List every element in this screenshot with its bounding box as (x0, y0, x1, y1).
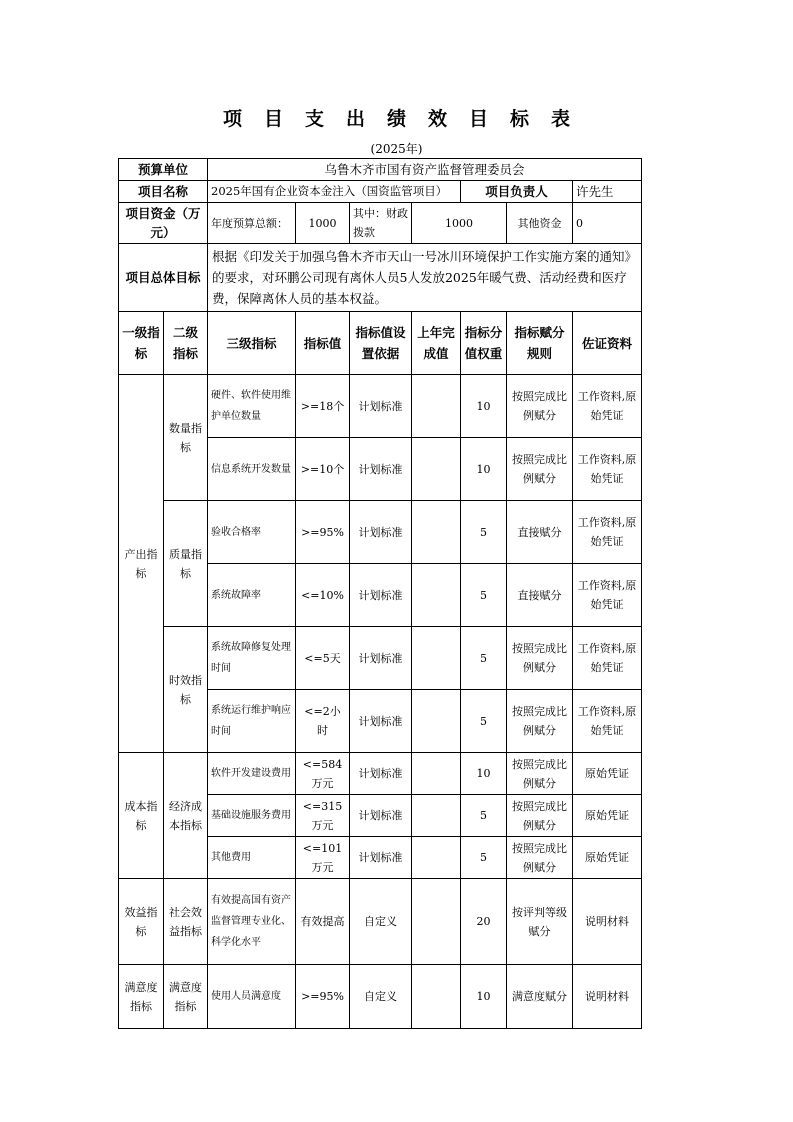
funds-label: 项目资金（万元） (119, 203, 208, 244)
page-title: 项目支出绩效目标表 (222, 108, 592, 130)
row-basis: 计划标准 (350, 627, 412, 690)
row-basis: 自定义 (350, 965, 412, 1029)
row-evidence: 原始凭证 (573, 753, 642, 795)
row-basis: 计划标准 (350, 690, 412, 753)
row-rule: 按照完成比例赋分 (507, 837, 573, 879)
row-weight: 10 (461, 375, 507, 438)
project-leader-label: 项目负责人 (461, 181, 573, 203)
table-row (119, 627, 642, 690)
row-basis: 计划标准 (350, 564, 412, 627)
fiscal-value: 1000 (412, 203, 507, 244)
header-value: 指标值 (296, 312, 350, 375)
row-last-year (412, 375, 461, 438)
group-satisfaction-level2: 满意度指标 (164, 965, 208, 1029)
group-output: 产出指标 (119, 375, 164, 753)
row-value: >=10个 (296, 438, 350, 501)
row-name: 验收合格率 (208, 501, 296, 564)
row-name: 其他费用 (208, 837, 296, 879)
row-weight: 5 (461, 501, 507, 564)
budget-unit-row (119, 159, 642, 181)
row-weight: 20 (461, 879, 507, 965)
row-basis: 计划标准 (350, 753, 412, 795)
row-evidence: 说明材料 (573, 879, 642, 965)
row-name: 软件开发建设费用 (208, 753, 296, 795)
row-last-year (412, 795, 461, 837)
project-name-label: 项目名称 (119, 181, 208, 203)
fiscal-label: 其中：财政拨款 (350, 203, 412, 244)
row-name: 系统故障修复处理时间 (208, 627, 296, 690)
row-value: 有效提高 (296, 879, 350, 965)
row-weight: 5 (461, 564, 507, 627)
header-evidence: 佐证资料 (573, 312, 642, 375)
row-last-year (412, 438, 461, 501)
group-satisfaction: 满意度指标 (119, 965, 164, 1029)
row-value: <=5天 (296, 627, 350, 690)
row-name: 有效提高国有资产监督管理专业化、科学化水平 (208, 879, 296, 965)
row-value: >=95% (296, 501, 350, 564)
row-evidence: 原始凭证 (573, 795, 642, 837)
row-rule: 按评判等级赋分 (507, 879, 573, 965)
header-rule: 指标赋分规则 (507, 312, 573, 375)
performance-table (118, 158, 642, 1029)
row-rule: 直接赋分 (507, 501, 573, 564)
row-evidence: 工作资料,原始凭证 (573, 690, 642, 753)
row-basis: 计划标准 (350, 837, 412, 879)
row-weight: 5 (461, 627, 507, 690)
table-row (119, 965, 642, 1029)
row-rule: 按照完成比例赋分 (507, 690, 573, 753)
row-rule: 按照完成比例赋分 (507, 375, 573, 438)
row-evidence: 说明材料 (573, 965, 642, 1029)
row-name: 系统故障率 (208, 564, 296, 627)
annual-budget-value: 1000 (296, 203, 350, 244)
group-quantity: 数量指标 (164, 375, 208, 501)
header-level2: 二级指标 (164, 312, 208, 375)
group-social-benefit: 社会效益指标 (164, 879, 208, 965)
row-weight: 5 (461, 690, 507, 753)
funds-row (119, 203, 642, 244)
table-row (119, 375, 642, 438)
group-benefit: 效益指标 (119, 879, 164, 965)
row-weight: 5 (461, 795, 507, 837)
row-last-year (412, 627, 461, 690)
row-evidence: 工作资料,原始凭证 (573, 564, 642, 627)
row-rule: 按照完成比例赋分 (507, 627, 573, 690)
row-value: <=10% (296, 564, 350, 627)
row-last-year (412, 690, 461, 753)
year-label: (2025年) (370, 142, 423, 156)
row-value: <=584万元 (296, 753, 350, 795)
row-name: 信息系统开发数量 (208, 438, 296, 501)
header-level3: 三级指标 (208, 312, 296, 375)
row-basis: 计划标准 (350, 501, 412, 564)
row-value: >=95% (296, 965, 350, 1029)
row-basis: 自定义 (350, 879, 412, 965)
group-economic-cost: 经济成本指标 (164, 753, 208, 879)
row-rule: 按照完成比例赋分 (507, 438, 573, 501)
table-row (119, 879, 642, 965)
row-basis: 计划标准 (350, 438, 412, 501)
other-funds-label: 其他资金 (507, 203, 573, 244)
row-last-year (412, 753, 461, 795)
row-evidence: 工作资料,原始凭证 (573, 438, 642, 501)
row-evidence: 工作资料,原始凭证 (573, 627, 642, 690)
row-last-year (412, 965, 461, 1029)
annual-budget-label: 年度预算总额： (208, 203, 296, 244)
row-evidence: 原始凭证 (573, 837, 642, 879)
row-weight: 10 (461, 438, 507, 501)
row-evidence: 工作资料,原始凭证 (573, 375, 642, 438)
row-name: 系统运行维护响应时间 (208, 690, 296, 753)
project-leader-value: 许先生 (573, 181, 642, 203)
row-value: >=18个 (296, 375, 350, 438)
other-funds-value: 0 (573, 203, 642, 244)
row-basis: 计划标准 (350, 375, 412, 438)
header-level1: 一级指标 (119, 312, 164, 375)
row-rule: 按照完成比例赋分 (507, 753, 573, 795)
table-row (119, 753, 642, 795)
row-rule: 按照完成比例赋分 (507, 795, 573, 837)
row-last-year (412, 879, 461, 965)
group-timeliness: 时效指标 (164, 627, 208, 753)
header-basis: 指标值设置依据 (350, 312, 412, 375)
row-evidence: 工作资料,原始凭证 (573, 501, 642, 564)
header-weight: 指标分值权重 (461, 312, 507, 375)
group-cost: 成本指标 (119, 753, 164, 879)
project-name-row (119, 181, 642, 203)
row-last-year (412, 501, 461, 564)
row-value: <=101万元 (296, 837, 350, 879)
row-last-year (412, 837, 461, 879)
goal-label: 项目总体目标 (119, 244, 208, 312)
row-weight: 10 (461, 965, 507, 1029)
row-last-year (412, 564, 461, 627)
header-last-year: 上年完成值 (412, 312, 461, 375)
row-rule: 直接赋分 (507, 564, 573, 627)
row-weight: 10 (461, 753, 507, 795)
header-row (119, 312, 642, 375)
row-weight: 5 (461, 837, 507, 879)
group-quality: 质量指标 (164, 501, 208, 627)
goal-row (119, 244, 642, 312)
table-row (119, 501, 642, 564)
budget-unit-label: 预算单位 (119, 159, 208, 181)
row-rule: 满意度赋分 (507, 965, 573, 1029)
row-basis: 计划标准 (350, 795, 412, 837)
row-name: 硬件、软件使用维护单位数量 (208, 375, 296, 438)
project-name-value: 2025年国有企业资本金注入（国资监管项目） (208, 181, 461, 203)
row-name: 基础设施服务费用 (208, 795, 296, 837)
budget-unit-value: 乌鲁木齐市国有资产监督管理委员会 (208, 159, 642, 181)
goal-text: 根据《印发关于加强乌鲁木齐市天山一号冰川环境保护工作实施方案的通知》的要求，对环鹏公司现有离休人员5人发放2025年暖气费、活动经费和医疗费，保障离休人员的基本权益。 (208, 244, 642, 312)
row-name: 使用人员满意度 (208, 965, 296, 1029)
row-value: <=2小时 (296, 690, 350, 753)
row-value: <=315万元 (296, 795, 350, 837)
